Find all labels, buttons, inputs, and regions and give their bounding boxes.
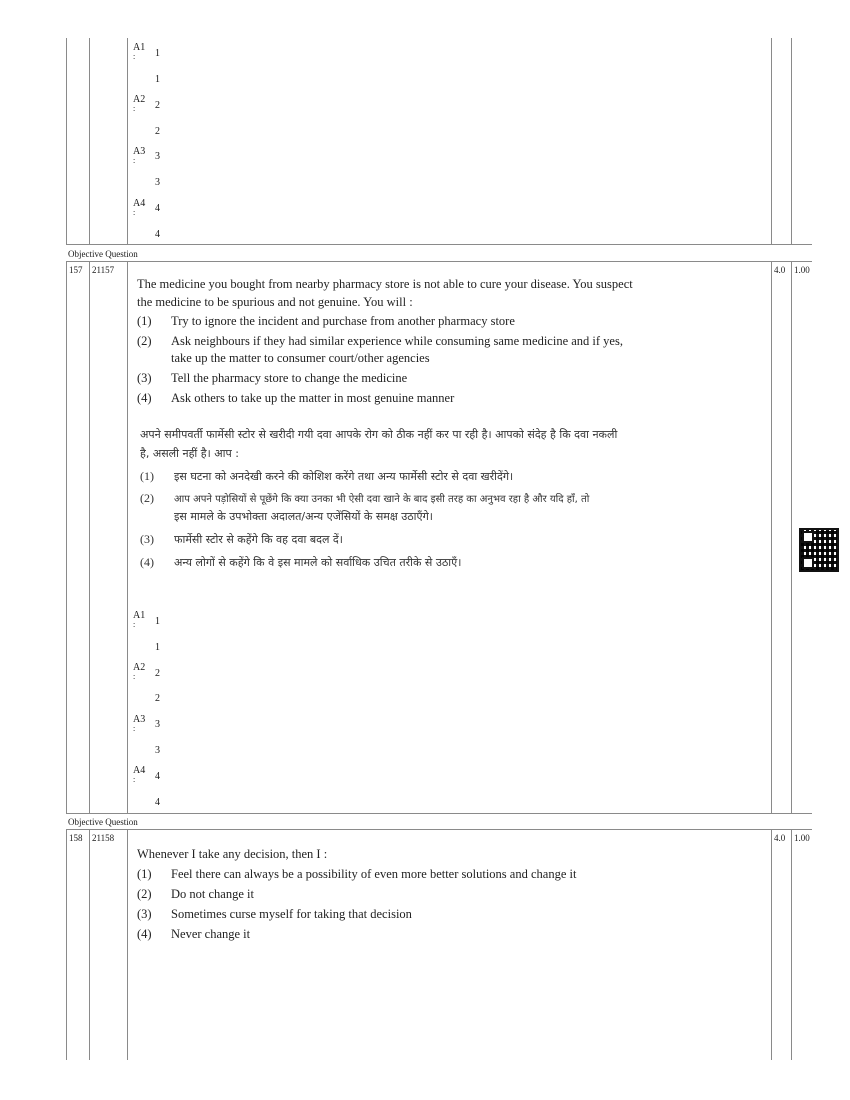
choice-text: Do not change it — [171, 887, 254, 901]
question-stem: है, असली नहीं है। आप : — [140, 447, 239, 460]
question-id: 21157 — [92, 265, 115, 275]
choice-number: (3) — [140, 532, 154, 546]
option-answer: 1 — [155, 642, 160, 653]
choice-text: Ask others to take up the matter in most genuine manner — [171, 391, 455, 405]
grid-line — [771, 261, 772, 813]
option-value: 4 — [155, 771, 160, 782]
option-colon: : — [133, 775, 136, 784]
question-marks: 4.0 — [774, 833, 786, 843]
question-marks: 4.0 — [774, 265, 786, 275]
grid-line — [771, 38, 772, 244]
option-colon: : — [133, 156, 136, 165]
option-key: A3 — [133, 714, 146, 725]
option-answer: 2 — [155, 693, 160, 704]
choice-number: (2) — [140, 491, 154, 505]
grid-line — [127, 38, 128, 244]
choice-row — [137, 333, 767, 350]
option-key: A4 — [133, 765, 146, 776]
option-value: 1 — [155, 616, 160, 627]
option-value: 1 — [155, 48, 160, 59]
question-text-english — [137, 846, 767, 943]
choice-text: Ask neighbours if they had similar experience while consuming same medicine and if yes, — [171, 334, 623, 348]
choice-text-continued: इस मामले के उपभोक्ता अदालत/अन्य एजेंसियों के समक्ष उठाएँगे। — [174, 510, 433, 523]
choice-text: फार्मेसी स्टोर से कहेंगे कि वह दवा बदल दें। — [174, 533, 343, 546]
choice-number: (4) — [137, 927, 152, 941]
choice-number: (1) — [137, 314, 152, 328]
question-stem: अपने समीपवर्ती फार्मेसी स्टोर से खरीदी गयी दवा आपके रोग को ठीक नहीं कर पा रही है। आपको संदेह है कि दवा नकली — [140, 428, 618, 441]
choice-text: Never change it — [171, 927, 251, 941]
grid-line — [89, 261, 90, 813]
choice-number: (1) — [140, 469, 154, 483]
choice-row — [137, 906, 767, 923]
choice-row — [137, 390, 767, 407]
choice-row — [137, 313, 767, 330]
choice-row — [140, 531, 765, 548]
section-label: Objective Question — [68, 817, 138, 827]
row-divider — [66, 829, 812, 830]
choice-number: (4) — [137, 391, 152, 405]
grid-line — [89, 829, 90, 1060]
choice-row — [137, 926, 767, 943]
option-value: 2 — [155, 668, 160, 679]
option-colon: : — [133, 620, 136, 629]
choice-row — [137, 886, 767, 903]
row-divider — [66, 261, 812, 262]
question-negative-marks: 1.00 — [794, 265, 810, 275]
grid-line — [791, 38, 792, 244]
question-number: 157 — [69, 265, 83, 275]
grid-line — [127, 261, 128, 813]
grid-line — [791, 261, 792, 813]
choice-text: Feel there can always be a possibility of even more better solutions and change it — [171, 867, 577, 881]
choice-text: Sometimes curse myself for taking that decision — [171, 907, 412, 921]
grid-line — [89, 38, 90, 244]
question-text-english — [137, 276, 767, 407]
option-answer: 3 — [155, 745, 160, 756]
option-key: A2 — [133, 662, 146, 673]
option-answer: 1 — [155, 74, 160, 85]
choice-text-continued: take up the matter to consumer court/other agencies — [171, 351, 430, 365]
choice-row — [137, 866, 767, 883]
choice-row — [137, 370, 767, 387]
question-text-hindi — [140, 426, 765, 571]
option-colon: : — [133, 672, 136, 681]
option-value: 3 — [155, 719, 160, 730]
choice-text: Tell the pharmacy store to change the medicine — [171, 371, 408, 385]
grid-line — [66, 829, 67, 1060]
option-key: A4 — [133, 198, 146, 209]
question-id: 21158 — [92, 833, 115, 843]
choice-row — [140, 490, 765, 508]
question-stem: the medicine to be spurious and not genuine. You will : — [137, 295, 413, 309]
choice-number: (3) — [137, 907, 152, 921]
question-number: 158 — [69, 833, 83, 843]
row-divider — [66, 813, 812, 814]
choice-text: Try to ignore the incident and purchase from another pharmacy store — [171, 314, 515, 328]
choice-number: (1) — [137, 867, 152, 881]
choice-text: अन्य लोगों से कहेंगे कि वे इस मामले को सर्वाधिक उचित तरीके से उठाएँ। — [174, 556, 462, 569]
option-key: A2 — [133, 94, 146, 105]
choice-row — [140, 468, 765, 485]
option-value: 2 — [155, 100, 160, 111]
option-value: 4 — [155, 203, 160, 214]
option-key: A3 — [133, 146, 146, 157]
grid-line — [66, 261, 67, 813]
choice-number: (4) — [140, 555, 154, 569]
qr-code-icon — [799, 528, 839, 572]
option-colon: : — [133, 208, 136, 217]
choice-number: (2) — [137, 334, 152, 348]
choice-text: आप अपने पड़ोसियों से पूछेंगे कि क्या उनका भी ऐसी दवा खाने के बाद इसी तरह का अनुभव रहा है और यदि हाँ, तो — [174, 494, 590, 505]
choice-row — [140, 554, 765, 571]
option-key: A1 — [133, 610, 146, 621]
question-stem: Whenever I take any decision, then I : — [137, 847, 328, 861]
grid-line — [127, 829, 128, 1060]
option-answer: 3 — [155, 177, 160, 188]
grid-line — [771, 829, 772, 1060]
option-answer: 4 — [155, 797, 160, 808]
choice-number: (3) — [137, 371, 152, 385]
grid-line — [66, 38, 67, 244]
option-answer: 2 — [155, 126, 160, 137]
choice-text: इस घटना को अनदेखी करने की कोशिश करेंगे तथा अन्य फार्मेसी स्टोर से दवा खरीदेंगे। — [174, 470, 514, 483]
grid-line — [791, 829, 792, 1060]
section-label: Objective Question — [68, 249, 138, 259]
question-stem: The medicine you bought from nearby pharmacy store is not able to cure your disease. You suspect — [137, 277, 633, 291]
option-key: A1 — [133, 42, 146, 53]
option-colon: : — [133, 724, 136, 733]
option-value: 3 — [155, 151, 160, 162]
option-colon: : — [133, 52, 136, 61]
row-divider — [66, 244, 812, 245]
choice-number: (2) — [137, 887, 152, 901]
option-colon: : — [133, 104, 136, 113]
option-answer: 4 — [155, 229, 160, 240]
question-negative-marks: 1.00 — [794, 833, 810, 843]
